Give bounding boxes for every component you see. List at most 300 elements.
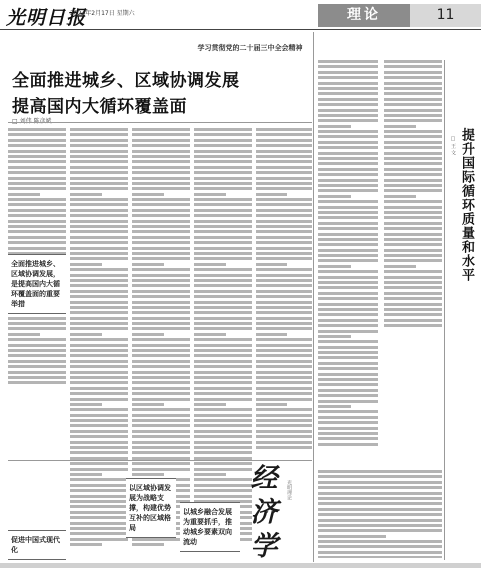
side-article-byline: □ 王 文 — [450, 136, 456, 156]
text-line-placeholder — [256, 209, 312, 212]
text-line-placeholder — [70, 317, 128, 320]
text-line-placeholder — [194, 274, 252, 277]
text-line-placeholder — [70, 424, 128, 427]
text-line-placeholder — [132, 327, 190, 330]
text-line-placeholder — [384, 82, 442, 85]
text-line-placeholder — [384, 233, 442, 236]
text-line-placeholder — [384, 308, 442, 311]
text-line-placeholder — [256, 128, 312, 131]
text-line-placeholder — [70, 209, 128, 212]
text-line-placeholder — [318, 162, 378, 165]
text-line-placeholder — [256, 230, 312, 233]
text-line-placeholder — [256, 424, 312, 427]
text-line-placeholder — [70, 327, 128, 330]
text-line-placeholder — [194, 301, 252, 304]
text-line-placeholder — [194, 177, 252, 180]
text-line-placeholder — [194, 414, 252, 417]
text-line-placeholder — [132, 198, 190, 201]
text-line-placeholder — [194, 144, 252, 147]
text-line-placeholder — [318, 222, 378, 225]
text-line-placeholder — [8, 171, 66, 174]
text-line-placeholder — [256, 236, 312, 239]
text-line-placeholder — [384, 87, 442, 90]
text-line-placeholder — [256, 360, 312, 363]
text-line-placeholder — [70, 306, 128, 309]
text-line-placeholder — [318, 416, 378, 419]
text-line-placeholder — [384, 71, 442, 74]
text-line-placeholder — [194, 338, 252, 341]
text-line-placeholder — [8, 236, 66, 239]
text-line-placeholder — [8, 241, 66, 244]
text-line-placeholder — [132, 333, 164, 336]
text-line-placeholder — [318, 130, 378, 133]
text-line-placeholder — [256, 133, 312, 136]
text-line-placeholder — [318, 378, 378, 381]
text-line-placeholder — [132, 360, 190, 363]
text-line-placeholder — [384, 259, 442, 262]
text-line-placeholder — [384, 141, 442, 144]
text-line-placeholder — [318, 259, 378, 262]
text-line-placeholder — [318, 243, 378, 246]
calligraphy-column-title: 经济学 — [250, 463, 278, 562]
text-line-placeholder — [132, 349, 190, 352]
section-divider — [8, 460, 312, 461]
text-line-placeholder — [256, 166, 312, 169]
text-line-placeholder — [318, 173, 378, 176]
text-line-placeholder — [132, 376, 190, 379]
text-line-placeholder — [194, 171, 252, 174]
text-line-placeholder — [384, 324, 442, 327]
text-line-placeholder — [256, 349, 312, 352]
text-line-placeholder — [384, 98, 442, 101]
text-line-placeholder — [70, 274, 128, 277]
text-line-placeholder — [318, 254, 378, 257]
text-line-placeholder — [318, 125, 351, 128]
text-line-placeholder — [70, 446, 128, 449]
text-line-placeholder — [384, 281, 442, 284]
text-line-placeholder — [194, 182, 252, 185]
text-line-placeholder — [318, 265, 351, 268]
text-line-placeholder — [256, 198, 312, 201]
text-line-placeholder — [384, 146, 442, 149]
text-line-placeholder — [256, 177, 312, 180]
text-line-placeholder — [318, 470, 442, 473]
text-line-placeholder — [132, 236, 190, 239]
text-line-placeholder — [194, 214, 252, 217]
text-line-placeholder — [318, 497, 442, 500]
text-line-placeholder — [132, 187, 190, 190]
text-line-placeholder — [318, 103, 378, 106]
text-line-placeholder — [70, 311, 128, 314]
text-line-placeholder — [132, 295, 190, 298]
text-line-placeholder — [132, 451, 190, 454]
page-number: 11 — [410, 4, 481, 27]
text-line-placeholder — [384, 130, 442, 133]
text-line-placeholder — [318, 146, 378, 149]
text-line-placeholder — [384, 76, 442, 79]
text-line-placeholder — [384, 157, 442, 160]
text-line-placeholder — [70, 150, 128, 153]
text-line-placeholder — [256, 344, 312, 347]
text-line-placeholder — [318, 475, 442, 478]
text-line-placeholder — [70, 473, 102, 476]
side-article-title: 提升国际循环质量和水平 — [459, 128, 474, 282]
text-line-placeholder — [70, 144, 128, 147]
text-line-placeholder — [318, 308, 378, 311]
text-line-placeholder — [318, 437, 378, 440]
text-line-placeholder — [194, 139, 252, 142]
text-line-placeholder — [384, 168, 442, 171]
text-line-placeholder — [256, 441, 312, 444]
text-line-placeholder — [70, 376, 128, 379]
text-line-placeholder — [132, 414, 190, 417]
text-line-placeholder — [8, 203, 66, 206]
text-line-placeholder — [132, 284, 190, 287]
text-line-placeholder — [8, 198, 66, 201]
text-line-placeholder — [318, 76, 378, 79]
text-line-placeholder — [318, 211, 378, 214]
text-line-placeholder — [132, 177, 190, 180]
text-line-placeholder — [132, 144, 190, 147]
text-line-placeholder — [132, 387, 190, 390]
text-line-placeholder — [384, 200, 442, 203]
text-line-placeholder — [384, 206, 442, 209]
text-line-placeholder — [384, 319, 442, 322]
text-line-placeholder — [8, 322, 66, 325]
text-line-placeholder — [8, 177, 66, 180]
side-body-column-2 — [318, 470, 442, 558]
text-line-placeholder — [132, 338, 190, 341]
text-line-placeholder — [194, 392, 252, 395]
text-line-placeholder — [194, 327, 252, 330]
text-line-placeholder — [132, 171, 190, 174]
text-line-placeholder — [70, 365, 128, 368]
text-line-placeholder — [132, 241, 190, 244]
text-line-placeholder — [318, 179, 378, 182]
text-line-placeholder — [8, 230, 66, 233]
text-line-placeholder — [318, 216, 378, 219]
text-line-placeholder — [194, 155, 252, 158]
text-line-placeholder — [256, 279, 312, 282]
text-line-placeholder — [256, 252, 312, 255]
text-line-placeholder — [256, 144, 312, 147]
text-line-placeholder — [256, 387, 312, 390]
text-line-placeholder — [8, 381, 66, 384]
text-line-placeholder — [70, 295, 128, 298]
text-line-placeholder — [132, 155, 190, 158]
text-line-placeholder — [318, 233, 378, 236]
text-line-placeholder — [318, 351, 378, 354]
text-line-placeholder — [194, 381, 252, 384]
text-line-placeholder — [194, 236, 252, 239]
text-line-placeholder — [384, 162, 442, 165]
text-line-placeholder — [194, 166, 252, 169]
text-line-placeholder — [70, 182, 128, 185]
text-line-placeholder — [194, 128, 252, 131]
text-line-placeholder — [70, 133, 128, 136]
text-line-placeholder — [70, 203, 128, 206]
text-line-placeholder — [384, 216, 442, 219]
text-line-placeholder — [70, 462, 128, 465]
text-line-placeholder — [70, 538, 128, 541]
text-line-placeholder — [8, 150, 66, 153]
text-line-placeholder — [194, 311, 252, 314]
text-line-placeholder — [70, 333, 102, 336]
text-line-placeholder — [194, 484, 252, 487]
text-line-placeholder — [384, 238, 442, 241]
text-line-placeholder — [132, 150, 190, 153]
text-line-placeholder — [70, 430, 128, 433]
text-line-placeholder — [70, 435, 128, 438]
text-line-placeholder — [70, 225, 128, 228]
text-line-placeholder — [132, 311, 190, 314]
text-line-placeholder — [132, 268, 190, 271]
text-line-placeholder — [256, 376, 312, 379]
text-line-placeholder — [70, 511, 128, 514]
text-line-placeholder — [70, 338, 128, 341]
text-line-placeholder — [8, 128, 66, 131]
text-line-placeholder — [318, 551, 442, 554]
text-line-placeholder — [256, 268, 312, 271]
text-line-placeholder — [194, 317, 252, 320]
text-line-placeholder — [8, 214, 66, 217]
text-line-placeholder — [70, 349, 128, 352]
text-line-placeholder — [70, 500, 128, 503]
body-column-6 — [318, 60, 378, 460]
text-line-placeholder — [70, 516, 128, 519]
text-line-placeholder — [318, 529, 442, 532]
text-line-placeholder — [70, 408, 128, 411]
text-line-placeholder — [132, 408, 190, 411]
text-line-placeholder — [70, 441, 128, 444]
text-line-placeholder — [318, 200, 378, 203]
text-line-placeholder — [194, 419, 252, 422]
text-line-placeholder — [194, 247, 252, 250]
text-line-placeholder — [256, 284, 312, 287]
text-line-placeholder — [132, 279, 190, 282]
masthead — [0, 0, 481, 28]
text-line-placeholder — [384, 114, 442, 117]
text-line-placeholder — [8, 365, 66, 368]
text-line-placeholder — [318, 400, 378, 403]
text-line-placeholder — [194, 354, 252, 357]
text-line-placeholder — [70, 284, 128, 287]
text-line-placeholder — [70, 495, 128, 498]
text-line-placeholder — [8, 144, 66, 147]
text-line-placeholder — [8, 193, 40, 196]
text-line-placeholder — [70, 177, 128, 180]
text-line-placeholder — [318, 545, 442, 548]
text-line-placeholder — [318, 281, 378, 284]
text-line-placeholder — [132, 193, 164, 196]
text-line-placeholder — [194, 241, 252, 244]
text-line-placeholder — [70, 230, 128, 233]
text-line-placeholder — [256, 155, 312, 158]
text-line-placeholder — [318, 383, 378, 386]
text-line-placeholder — [318, 297, 378, 300]
text-line-placeholder — [318, 519, 442, 522]
text-line-placeholder — [194, 230, 252, 233]
text-line-placeholder — [194, 408, 252, 411]
text-line-placeholder — [256, 241, 312, 244]
text-line-placeholder — [70, 371, 128, 374]
text-line-placeholder — [256, 225, 312, 228]
text-line-placeholder — [132, 381, 190, 384]
section-divider — [8, 122, 312, 123]
body-column-1 — [8, 128, 66, 558]
text-line-placeholder — [132, 301, 190, 304]
text-line-placeholder — [318, 313, 378, 316]
text-line-placeholder — [194, 360, 252, 363]
text-line-placeholder — [256, 171, 312, 174]
text-line-placeholder — [384, 103, 442, 106]
text-line-placeholder — [318, 356, 378, 359]
text-line-placeholder — [318, 443, 378, 446]
text-line-placeholder — [194, 198, 252, 201]
text-line-placeholder — [384, 243, 442, 246]
text-line-placeholder — [194, 279, 252, 282]
article-title-line1: 全面推进城乡、区域协调发展 — [12, 71, 240, 91]
text-line-placeholder — [256, 392, 312, 395]
text-line-placeholder — [70, 527, 128, 530]
text-line-placeholder — [318, 135, 378, 138]
text-line-placeholder — [318, 98, 378, 101]
text-line-placeholder — [318, 141, 378, 144]
text-line-placeholder — [70, 360, 128, 363]
text-line-placeholder — [194, 365, 252, 368]
text-line-placeholder — [194, 376, 252, 379]
text-line-placeholder — [256, 414, 312, 417]
text-line-placeholder — [8, 376, 66, 379]
text-line-placeholder — [318, 508, 442, 511]
text-line-placeholder — [194, 284, 252, 287]
text-line-placeholder — [194, 187, 252, 190]
text-line-placeholder — [194, 193, 226, 196]
text-line-placeholder — [318, 410, 378, 413]
text-line-placeholder — [318, 346, 378, 349]
text-line-placeholder — [194, 435, 252, 438]
text-line-placeholder — [8, 327, 66, 330]
text-line-placeholder — [194, 489, 252, 492]
text-line-placeholder — [194, 133, 252, 136]
text-line-placeholder — [318, 303, 378, 306]
text-line-placeholder — [256, 322, 312, 325]
pull-quote-4: 促进中国式现代化 — [8, 530, 66, 560]
text-line-placeholder — [384, 92, 442, 95]
text-line-placeholder — [384, 211, 442, 214]
text-line-placeholder — [318, 492, 442, 495]
text-line-placeholder — [8, 371, 66, 374]
text-line-placeholder — [318, 184, 378, 187]
text-line-placeholder — [132, 274, 190, 277]
text-line-placeholder — [194, 203, 252, 206]
text-line-placeholder — [384, 119, 442, 122]
text-line-placeholder — [318, 238, 378, 241]
text-line-placeholder — [132, 398, 190, 401]
text-line-placeholder — [318, 114, 378, 117]
text-line-placeholder — [318, 87, 378, 90]
text-line-placeholder — [132, 203, 190, 206]
text-line-placeholder — [256, 160, 312, 163]
text-line-placeholder — [384, 184, 442, 187]
text-line-placeholder — [70, 166, 128, 169]
text-line-placeholder — [318, 60, 378, 63]
text-line-placeholder — [256, 333, 287, 336]
text-line-placeholder — [318, 367, 378, 370]
text-line-placeholder — [256, 214, 312, 217]
text-line-placeholder — [132, 419, 190, 422]
text-line-placeholder — [384, 265, 416, 268]
body-column-4 — [194, 128, 252, 558]
text-line-placeholder — [70, 220, 128, 223]
text-line-placeholder — [132, 543, 164, 546]
text-line-placeholder — [384, 189, 442, 192]
text-line-placeholder — [318, 427, 378, 430]
text-line-placeholder — [384, 276, 442, 279]
text-line-placeholder — [132, 354, 190, 357]
text-line-placeholder — [256, 193, 287, 196]
text-line-placeholder — [132, 214, 190, 217]
text-line-placeholder — [132, 468, 190, 471]
text-line-placeholder — [384, 303, 442, 306]
text-line-placeholder — [132, 209, 190, 212]
text-line-placeholder — [318, 157, 378, 160]
text-line-placeholder — [70, 322, 128, 325]
newspaper-logo: 光明日报 — [6, 7, 87, 29]
text-line-placeholder — [8, 317, 66, 320]
text-line-placeholder — [256, 295, 312, 298]
section-tab: 理论 — [318, 4, 410, 27]
text-line-placeholder — [70, 344, 128, 347]
text-line-placeholder — [318, 119, 378, 122]
text-line-placeholder — [70, 241, 128, 244]
text-line-placeholder — [318, 276, 378, 279]
text-line-placeholder — [256, 220, 312, 223]
text-line-placeholder — [70, 290, 128, 293]
pull-quote-2: 以城乡融合发展为重要抓手，推动城乡要素双向流动 — [180, 502, 240, 552]
text-line-placeholder — [194, 150, 252, 153]
text-line-placeholder — [194, 344, 252, 347]
text-line-placeholder — [132, 306, 190, 309]
text-line-placeholder — [384, 270, 442, 273]
text-line-placeholder — [132, 247, 190, 250]
text-line-placeholder — [8, 349, 66, 352]
text-line-placeholder — [194, 430, 252, 433]
text-line-placeholder — [256, 187, 312, 190]
text-line-placeholder — [318, 152, 378, 155]
footer-bar — [0, 563, 481, 568]
text-line-placeholder — [256, 430, 312, 433]
text-line-placeholder — [194, 290, 252, 293]
text-line-placeholder — [318, 524, 442, 527]
text-line-placeholder — [194, 441, 252, 444]
text-line-placeholder — [70, 155, 128, 158]
text-line-placeholder — [8, 344, 66, 347]
side-body-column-1 — [384, 60, 442, 540]
text-line-placeholder — [132, 225, 190, 228]
text-line-placeholder — [70, 522, 128, 525]
text-line-placeholder — [384, 292, 442, 295]
text-line-placeholder — [318, 335, 351, 338]
text-line-placeholder — [132, 160, 190, 163]
text-line-placeholder — [384, 195, 416, 198]
text-line-placeholder — [194, 468, 252, 471]
text-line-placeholder — [256, 419, 312, 422]
text-line-placeholder — [318, 227, 378, 230]
text-line-placeholder — [318, 340, 378, 343]
text-line-placeholder — [384, 65, 442, 68]
text-line-placeholder — [318, 206, 378, 209]
